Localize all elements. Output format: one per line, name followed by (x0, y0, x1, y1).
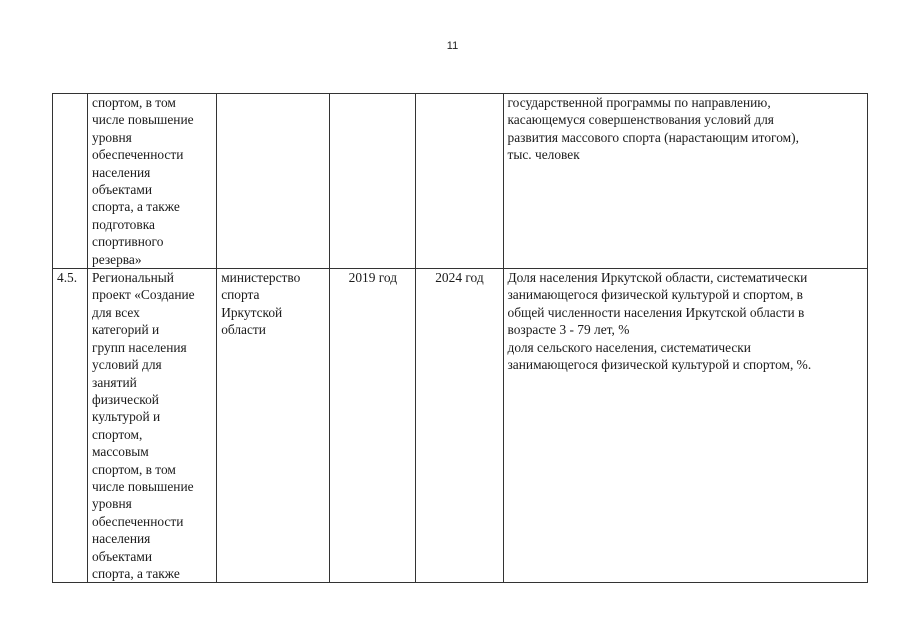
text-line: числе повышение (92, 478, 194, 494)
text-line: спорта, а также (92, 565, 180, 581)
cell-number: 4.5. (53, 269, 88, 583)
text-line: спорта, а также (92, 199, 180, 215)
cell-number (53, 94, 88, 269)
text-line: министерство (221, 270, 301, 286)
text-line: массовым (92, 444, 149, 460)
text-line: резерва» (92, 251, 142, 267)
text-line: общей численности населения Иркутской области в (507, 304, 805, 320)
text-line: проект «Создание (92, 287, 195, 303)
text-line: обеспеченности (92, 147, 184, 163)
cell-event-name (88, 269, 217, 583)
cell-executor (217, 94, 330, 269)
text-line: спортом, в том (92, 95, 176, 110)
text-line: области (221, 322, 266, 338)
text-line: обеспеченности (92, 513, 184, 529)
text-line: занимающегося физической культурой и спортом, %. (507, 357, 812, 373)
cell-executor (217, 269, 330, 583)
table-row (53, 269, 868, 583)
text-line: уровня (92, 129, 132, 145)
cell-start-year (330, 94, 416, 269)
cell-end-year: 2024 год (416, 269, 503, 583)
text-line: категорий и (92, 322, 160, 338)
text-line: числе повышение (92, 112, 194, 128)
text-line: занятий (92, 374, 137, 390)
text-line: групп населения (92, 339, 187, 355)
text-line: спортом, в том (92, 461, 176, 477)
text-line: доля сельского населения, систематически (507, 339, 751, 355)
program-table (52, 93, 868, 583)
text-line: объектами (92, 548, 153, 564)
text-line: населения (92, 531, 151, 547)
table-row (53, 94, 868, 269)
text-line: Доля населения Иркутской области, систематически (507, 270, 808, 286)
text-line: возрасте 3 - 79 лет, % (507, 322, 630, 338)
text-line: государственной программы по направлению, (507, 95, 771, 110)
cell-start-year: 2019 год (330, 269, 416, 583)
text-line: культурой и (92, 409, 161, 425)
text-line: условий для (92, 357, 162, 373)
text-line: спорта (221, 287, 260, 303)
text-line: спортивного (92, 234, 164, 250)
text-line: объектами (92, 182, 153, 198)
text-line: населения (92, 164, 151, 180)
cell-end-year (416, 94, 503, 269)
text-line: развития массового спорта (нарастающим итогом), (507, 129, 799, 145)
cell-indicators (503, 269, 868, 583)
text-line: тыс. человек (507, 147, 580, 163)
page-number: 11 (446, 40, 459, 52)
text-line: уровня (92, 496, 132, 512)
text-line: для всех (92, 304, 140, 320)
text-line: спортом, (92, 426, 143, 442)
text-line: Иркутской (221, 304, 283, 320)
text-line: занимающегося физической культурой и спортом, в (507, 287, 803, 303)
cell-event-name (88, 94, 217, 269)
cell-indicators (503, 94, 868, 269)
text-line: физической (92, 391, 159, 407)
text-line: касающемуся совершенствования условий для (507, 112, 774, 128)
text-line: Региональный (92, 270, 174, 286)
text-line: подготовка (92, 216, 155, 232)
